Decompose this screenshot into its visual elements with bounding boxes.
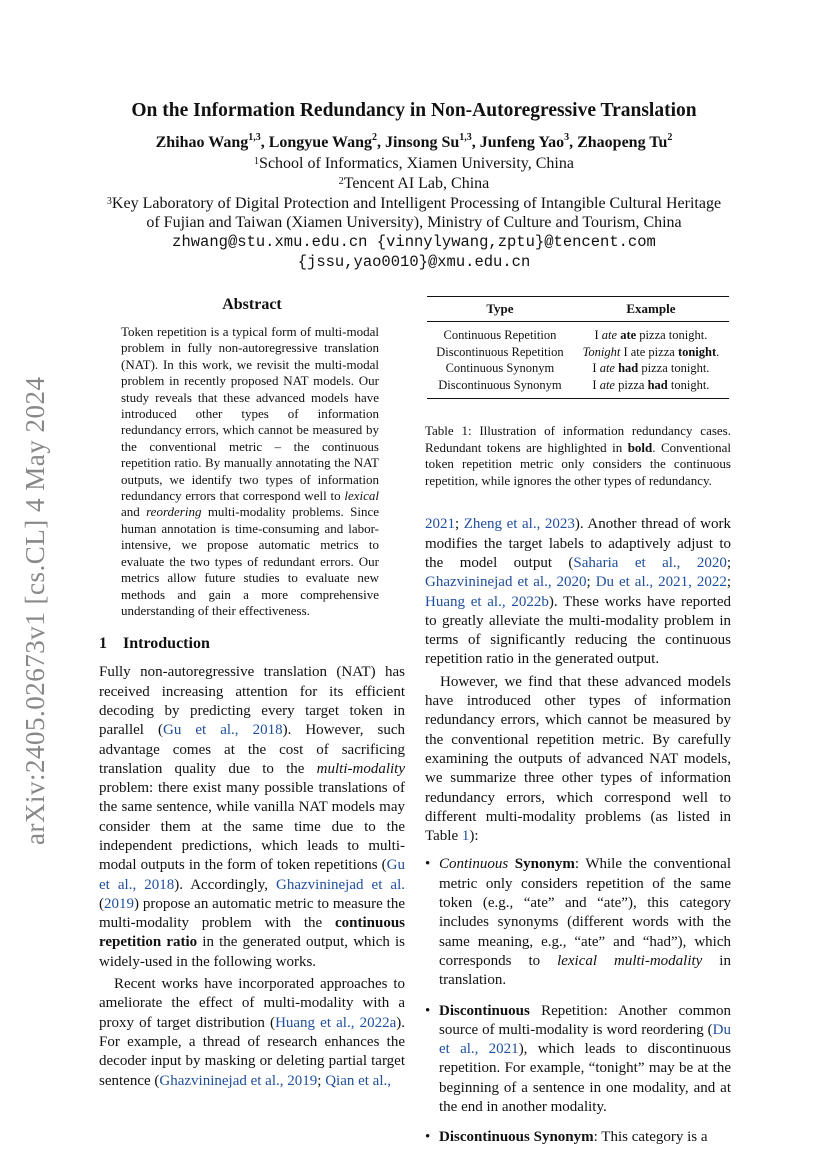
affiliation-3 [0,194,828,214]
citation-link[interactable]: 2021 [425,516,455,533]
table-header-cell: Example [573,297,729,322]
arxiv-stamp: arXiv:2405.02673v1 [cs.CL] 4 May 2024 [20,376,50,845]
example-token: I [594,328,602,342]
affiliation-2 [0,174,828,194]
affil-mark: 3 [106,196,112,207]
caption-text: Table 1: Illustration of information redundancy cases. Redundant tokens are highlighted in [425,423,731,455]
table-1 [427,296,729,399]
author-name: Jinsong Su [385,134,460,151]
bullet-icon: • [425,856,431,873]
abstract-body [121,324,379,619]
bold-text: continuous repetition ratio [99,915,405,951]
caption-bold: bold [627,439,653,455]
body-text: Repetition [529,1002,604,1019]
list-item-discontinuous-synonym [425,1128,731,1147]
bullet-icon: • [425,1002,431,1019]
right-body [425,515,731,1147]
body-text: ). These works have reported to greatly alleviate the multi-modality problem in terms of significantly reducing the continuous repetition ratio in the generated output. [425,593,732,668]
body-text: Fully non-autoregressive translation (NAT) has received increasing attention for its efficient decoding by predicting every target token in parallel ( [99,664,405,739]
citation-link[interactable]: Gu et al., 2018 [163,722,283,739]
body-text: ). Another thread of work modifies the target labels to adaptively adjust to the model output ( [425,516,731,571]
table-row [427,360,729,377]
abstract-text: Token repetition is a typical form of multi-modal problem in fully non-autoregressive translation (NAT). In this work, we revisit the multi-modal problem in recently proposed NAT models. Our study reveals that these advanced models have introduced other types of information redundancy errors, which cannot be measured by the conventional metric – the continuous repetition ratio. By manually annotating the NAT outputs, we identify two types of information redundancy errors that correspond well to [121,324,379,504]
abstract-text: and [121,504,147,520]
list-item-discontinuous-repetition [425,1002,731,1118]
citation-link[interactable]: Zheng et al., 2023 [463,516,575,533]
redundant-token: had [618,361,639,375]
list-item-continuous-synonym [425,855,731,990]
left-column [99,296,405,1091]
emphasis-text: lexical multi-modality [557,952,703,969]
section-title: Introduction [123,635,210,653]
bold-text: Discontinuous [439,1002,530,1019]
citation-link[interactable]: 2019 [104,895,134,912]
redundant-token: ate [620,328,637,342]
paper-title: On the Information Redundancy in Non-Autoregressive Translation [131,100,697,121]
author-name: Zhaopeng Tu [577,134,668,151]
author-affil-mark: 1,3 [459,132,472,143]
table-cell-type: Discontinuous Repetition [436,344,564,359]
body-text: ( [99,895,104,912]
affil-mark: 2 [338,176,344,187]
table-cell-example [573,360,729,377]
table-row [427,322,729,344]
email-line-2: {jssu,yao0010}@xmu.edu.cn [297,253,531,271]
body-text: However, we find that these advanced models have introduced other types of information redundancy errors, which cannot be measured by the conventional repetition metric. By carefully examining the outputs of advanced NAT models, we summarize three other types of information redundancy errors, which correspond well to different multi-modality problems (as listed in Table [425,673,731,845]
table-cell-type: Continuous Repetition [443,328,557,342]
author-name: Longyue Wang [268,134,373,151]
body-text: in translation. [439,952,731,989]
affiliation-1 [0,154,828,174]
body-text: ; [586,574,596,591]
citation-link[interactable]: Du et al., 2021, 2022 [595,574,727,591]
body-text: ; [726,554,731,571]
redundancy-type-list [425,855,731,1147]
body-text: ; [317,1072,326,1089]
email-line-1: zhwang@stu.xmu.edu.cn {vinnylywang,zptu}@tencent.com [172,233,656,251]
example-token: pizza tonight. [638,361,710,375]
body-text: ), which leads to discontinuous repetition. For example, “tonight” may be at the beginning of a sentence in one modality, and at the end in another modality. [439,1041,731,1115]
example-token: I [592,377,600,392]
author-affil-mark: 3 [564,132,570,143]
table-cell-example [573,344,729,361]
body-text: Recent works have incorporated approaches to ameliorate the effect of multi-modality with a proxy of target distribution ( [99,976,405,1031]
example-token: tonight. [667,377,710,392]
example-token: ate [599,361,615,375]
abstract-emphasis: lexical [344,488,379,504]
body-text: in the generated output, which is widely-used in the following works. [99,934,405,970]
table-reference-link[interactable]: 1 [461,828,470,845]
body-text: ): [469,828,479,845]
affil-text: Key Laboratory of Digital Protection and Intelligent Processing of Intangible Cultural Heritage [111,195,722,212]
example-token: . [716,344,720,359]
table-cell-type: Discontinuous Synonym [427,377,573,399]
table-1-caption [425,423,731,489]
bullet-icon: • [425,1129,431,1146]
example-token: ate [599,377,615,392]
citation-link[interactable]: Ghazvininejad et al. [276,876,405,893]
table-cell-example [573,377,729,399]
author-name: Junfeng Yao [479,134,565,151]
affiliation-3-cont: of Fujian and Taiwan (Xiamen University), Ministry of Culture and Tourism, China [146,214,682,231]
section-number: 1 [99,635,107,653]
right-paragraph-1 [425,515,731,669]
body-text: ) propose an automatic metric to measure the multi-modality problem with the [99,895,405,932]
body-text: ). Accordingly, [174,876,277,893]
redundant-token: tonight [677,344,717,359]
example-token: I ate pizza [620,344,678,359]
body-text: : Another common source of multi-modality is word reordering ( [439,1002,731,1038]
intro-paragraph-1 [99,663,405,972]
body-text: : This category is a [593,1129,708,1146]
abstract-emphasis: reordering [146,504,202,520]
example-token: ate [601,328,618,342]
table-header-cell: Type [427,297,573,322]
section-heading [99,635,405,653]
citation-link[interactable]: Huang et al., 2022b [425,593,549,610]
right-column [425,296,731,1159]
body-text: problem: there exist many possible translations of the same sentence, while vanilla NAT models may consider them at the same time due to the independent predictions, which leads to multi-modal outputs in the form of token repetitions ( [99,780,405,874]
author-affil-mark: 2 [372,132,378,143]
affil-text: School of Informatics, Xiamen University, China [259,155,574,172]
affil-mark: 1 [254,156,260,167]
citation-link[interactable]: Gu et al., 2018 [99,857,405,893]
citation-link[interactable]: Du et al., 2021 [439,1021,731,1058]
author-list: Zhihao Wang$^{1,3}$, Longyue Wang$^2$, Jinsong Su$^{1,3}$, Junfeng Yao$^3$, Zhaopeng Tu$^2$ [155,132,673,151]
example-token: pizza [614,377,648,392]
table-header-row [427,297,729,322]
table-body [427,322,729,399]
body-text: ). However, such advantage comes at the cost of sacrificing translation quality due to the [99,722,406,777]
body-text: ; [726,574,732,591]
right-paragraph-2 [425,673,731,847]
bold-text: Synonym [514,856,575,873]
abstract-text: multi-modality problems. Since human annotation is time-consuming and labor-intensive, we propose automatic metrics to evaluate the two types of redundant errors. Our metrics allow future studies to evaluate new methods and gain a more comprehensive understanding of their effectiveness. [121,504,379,618]
table-row [427,377,729,399]
abstract-heading: Abstract [222,296,282,313]
body-text: ). For example, a thread of research enhances the decoder input by masking or deleting partial target sentence ( [99,1014,405,1089]
affil-text: Tencent AI Lab, China [343,175,490,192]
citation-link[interactable]: Huang et al., 2022a [275,1014,397,1031]
body-text: : While the conventional metric only considers repetition of the same token (e.g., “ate” and “ate”), this category includes synonyms (different words with the same meaning, e.g., “ate” and “had”), which corresponds to [439,856,731,969]
caption-text: . Conventional token repetition metric only considers the continuous repetition, while ignores the other types of redundancy. [425,439,732,488]
bold-text: Discontinuous Synonym [439,1129,594,1146]
author-name: Zhihao Wang [155,134,249,151]
table-cell-example [573,322,729,344]
emphasis-text: multi-modality [316,760,405,777]
body-text: ; [455,516,464,533]
emphasis-text: Continuous [439,856,509,873]
example-token: pizza tonight. [636,328,708,342]
example-token: I [592,361,600,375]
citation-link[interactable]: Saharia et al., 2020 [573,554,727,571]
author-affil-mark: 2 [667,132,673,143]
table-row [427,344,729,361]
redundant-token: had [647,377,668,392]
intro-paragraph-2 [99,975,405,1091]
table-cell-type: Continuous Synonym [445,361,555,375]
citation-link[interactable]: Qian et al., [325,1072,391,1089]
citation-link[interactable]: Ghazvininejad et al., 2019 [159,1072,318,1089]
citation-link[interactable]: Ghazvininejad et al., 2020 [425,574,587,591]
example-token: Tonight [582,344,621,359]
author-affil-mark: 1,3 [248,132,261,143]
